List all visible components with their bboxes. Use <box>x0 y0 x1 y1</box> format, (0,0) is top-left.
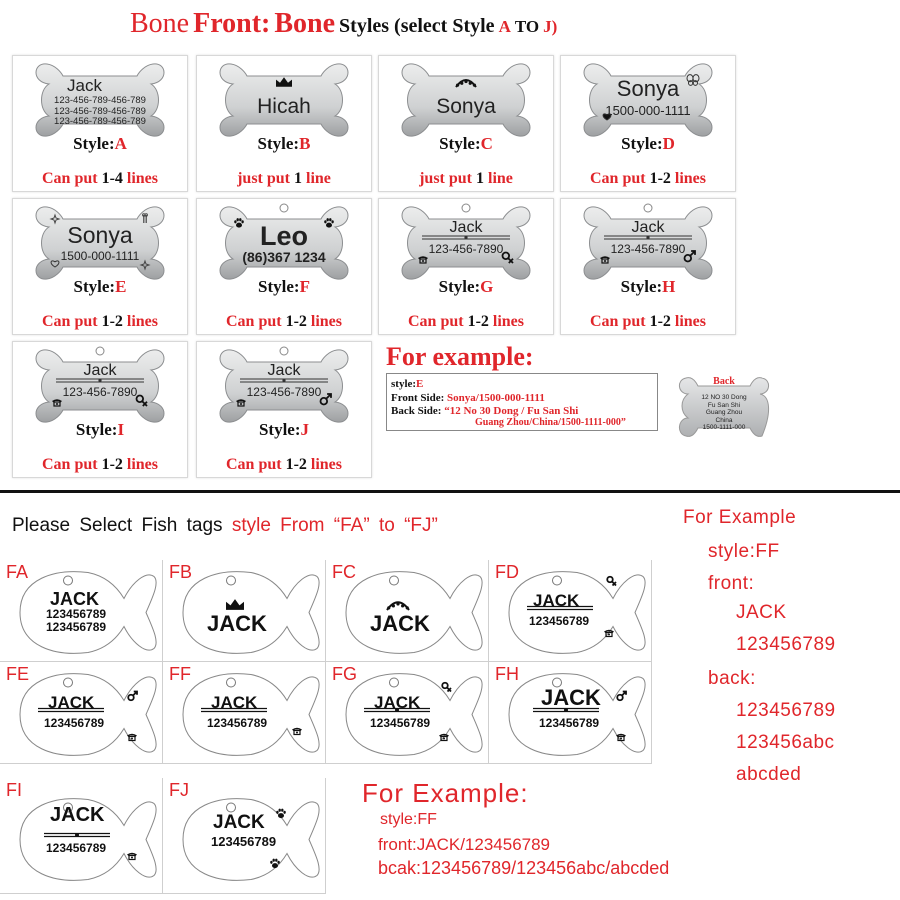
tag-name: JACK <box>48 692 95 712</box>
section-divider <box>0 490 900 493</box>
tag-line: 123-456-789-456-789 <box>54 95 146 106</box>
back-tag-text <box>674 394 774 432</box>
tag-name: Jack <box>631 219 665 236</box>
tag-line: 123456789 <box>46 619 107 634</box>
tag-lines <box>13 96 187 128</box>
back-tag-line: Fu San Shi <box>707 401 741 409</box>
tag-name: JACK <box>211 692 258 712</box>
line-capacity-note: Can put 1-2 lines <box>407 313 525 330</box>
tag-name: Jack <box>83 362 117 379</box>
tag-lines <box>13 250 187 263</box>
fish-style-card-fb[interactable] <box>163 560 326 662</box>
tag-line: 123456789 <box>529 613 590 628</box>
fish-style-code: FD <box>495 562 519 582</box>
example-bottom-line: bcak:123456789/123456abc/abcded <box>378 858 670 878</box>
bone-example-title: For example: <box>386 342 534 371</box>
fish-tag-shape <box>509 572 645 654</box>
line-capacity-note: just put 1 line <box>237 170 331 187</box>
tag-name: Jack <box>267 362 301 379</box>
tag-name: JACK <box>207 610 267 636</box>
tag-name: Leo <box>259 221 308 251</box>
tag-name: Hicah <box>257 95 311 118</box>
tag-line: 123456789 <box>46 840 107 855</box>
back-tag-line: China <box>715 416 733 424</box>
tag-lines <box>197 386 371 399</box>
tag-name: JACK <box>374 692 421 712</box>
example-bottom-line: style:FF <box>380 811 437 828</box>
fish-style-card-fi[interactable] <box>0 778 163 894</box>
fish-style-card-fg[interactable] <box>326 662 489 764</box>
example-bottom-line: front:JACK/123456789 <box>378 835 551 854</box>
tag-name: Jack <box>67 76 102 95</box>
back-tag-line: 1500-1111-000 <box>702 424 746 431</box>
tag-line: 123456789 <box>207 715 268 730</box>
fish-style-card-fd[interactable] <box>489 560 652 662</box>
tag-line: 123456789 <box>46 606 107 621</box>
fish-style-code: FA <box>6 562 29 582</box>
line-capacity-note: Can put 1-2 lines <box>225 456 343 473</box>
fish-tag-shape <box>346 674 482 756</box>
tag-name: JACK <box>533 590 580 610</box>
tag-line: 1500-000-1111 <box>60 249 140 263</box>
fish-style-card-fc[interactable] <box>326 560 489 662</box>
fish-style-code: FC <box>332 562 356 582</box>
tag-line: 123456789 <box>44 715 105 730</box>
bone-example-back-tag: Back 12 NO 30 Dong Fu San Shi Guang Zhou China 1500-1111-000 <box>674 372 774 442</box>
line-capacity-note: Can put 1-2 lines <box>225 313 343 330</box>
style-label: Style:A <box>73 134 127 153</box>
bone-style-card-f[interactable] <box>196 198 372 335</box>
bone-style-card-a[interactable] <box>12 55 188 192</box>
tag-line: 123456789 <box>539 715 600 730</box>
fish-style-card-fa[interactable] <box>0 560 163 662</box>
bone-style-card-g[interactable] <box>378 198 554 335</box>
example-right-line: abcded <box>736 764 802 785</box>
bone-style-card-d[interactable] <box>560 55 736 192</box>
tag-name: Jack <box>449 219 483 236</box>
tag-line: 123456789 <box>370 715 431 730</box>
tag-lines <box>379 243 553 256</box>
tag-line: 123-456-7890 <box>428 242 504 256</box>
example-right-line: back: <box>708 668 756 689</box>
style-label: Style:E <box>73 277 127 296</box>
line-capacity-note: Can put 1-2 lines <box>41 313 159 330</box>
bone-style-card-h[interactable] <box>560 198 736 335</box>
example-right-line: front: <box>708 573 755 594</box>
bone-style-card-j[interactable] <box>196 341 372 478</box>
style-label: Style:I <box>75 420 125 439</box>
fish-style-code: FE <box>6 664 30 684</box>
tag-name: Sonya <box>67 222 133 248</box>
style-label: Style:C <box>439 134 493 153</box>
fish-style-code: FG <box>332 664 357 684</box>
example-right-line: 123456abc <box>736 732 835 753</box>
tag-name: JACK <box>50 588 100 609</box>
style-label: Style:D <box>621 134 675 153</box>
tag-line: (86)367 1234 <box>242 249 326 265</box>
back-tag-line: Guang Zhou <box>705 409 743 416</box>
example-right-line: 123456789 <box>736 700 836 721</box>
tag-line: 123-456-7890 <box>62 385 138 399</box>
fish-style-card-ff[interactable] <box>163 662 326 764</box>
style-label: Style:J <box>258 420 310 439</box>
fish-style-code: FI <box>6 780 22 800</box>
tag-name: JACK <box>370 610 430 636</box>
fish-style-code: FB <box>169 562 193 582</box>
bone-style-card-c[interactable] <box>378 55 554 192</box>
bone-style-card-e[interactable] <box>12 198 188 335</box>
line-capacity-note: Can put 1-2 lines <box>589 313 707 330</box>
tag-lines <box>13 386 187 399</box>
female-icon <box>442 683 451 692</box>
style-label: Style:H <box>620 277 676 296</box>
tag-line: 123-456-789-456-789 <box>54 116 146 127</box>
fish-style-code: FJ <box>169 780 189 800</box>
female-icon <box>607 577 616 586</box>
fish-style-card-fh[interactable] <box>489 662 652 764</box>
fish-style-card-fj[interactable] <box>163 778 326 894</box>
fish-style-code: FF <box>169 664 191 684</box>
fish-tag-shape <box>183 674 319 756</box>
fish-style-card-fe[interactable] <box>0 662 163 764</box>
tag-name: JACK <box>541 684 601 710</box>
back-tag-line: 12 NO 30 Dong <box>701 394 747 401</box>
bone-style-card-i[interactable] <box>12 341 188 478</box>
tag-lines <box>561 243 735 256</box>
tag-line: 1500-000-1111 <box>605 103 691 118</box>
example-right-line: For Example <box>683 507 797 528</box>
bone-example-box: style:E Front Side: Sonya/1500-000-1111 Back Side: “12 No 30 Dong / Fu San Shi Guang Zhou/China/1500-1111-000” <box>386 373 658 431</box>
style-label: Style:F <box>258 277 310 296</box>
example-right-line: 123456789 <box>736 634 836 655</box>
tag-line: 123-456-789-456-789 <box>54 105 146 117</box>
line-capacity-note: just put 1 line <box>419 170 513 187</box>
tag-line: 123456789 <box>211 833 277 849</box>
fish-section-title: Please Select Fish tags style From “FA” to “FJ” <box>12 515 438 536</box>
tag-name: Sonya <box>436 95 496 118</box>
example-right-line: JACK <box>736 602 787 623</box>
style-label: Style:G <box>438 277 494 296</box>
tag-lines <box>561 104 735 118</box>
fish-tag-shape <box>20 674 156 756</box>
example-bottom-line: For Example: <box>362 778 529 808</box>
tag-name: Sonya <box>616 76 680 101</box>
example-right-line: style:FF <box>708 541 780 562</box>
tag-line: 123-456-7890 <box>246 385 322 399</box>
style-label: Style:B <box>257 134 311 153</box>
bone-header: Bone Front: Bone Styles (select Style A TO J) <box>130 8 558 39</box>
tag-line: 123-456-7890 <box>610 242 686 256</box>
tag-name: JACK <box>50 803 105 826</box>
line-capacity-note: Can put 1-4 lines <box>41 170 159 187</box>
line-capacity-note: Can put 1-2 lines <box>41 456 159 473</box>
line-capacity-note: Can put 1-2 lines <box>589 170 707 187</box>
tag-name: JACK <box>213 811 265 833</box>
bone-style-card-b[interactable] <box>196 55 372 192</box>
tag-lines <box>197 250 371 265</box>
fish-style-code: FH <box>495 664 519 684</box>
